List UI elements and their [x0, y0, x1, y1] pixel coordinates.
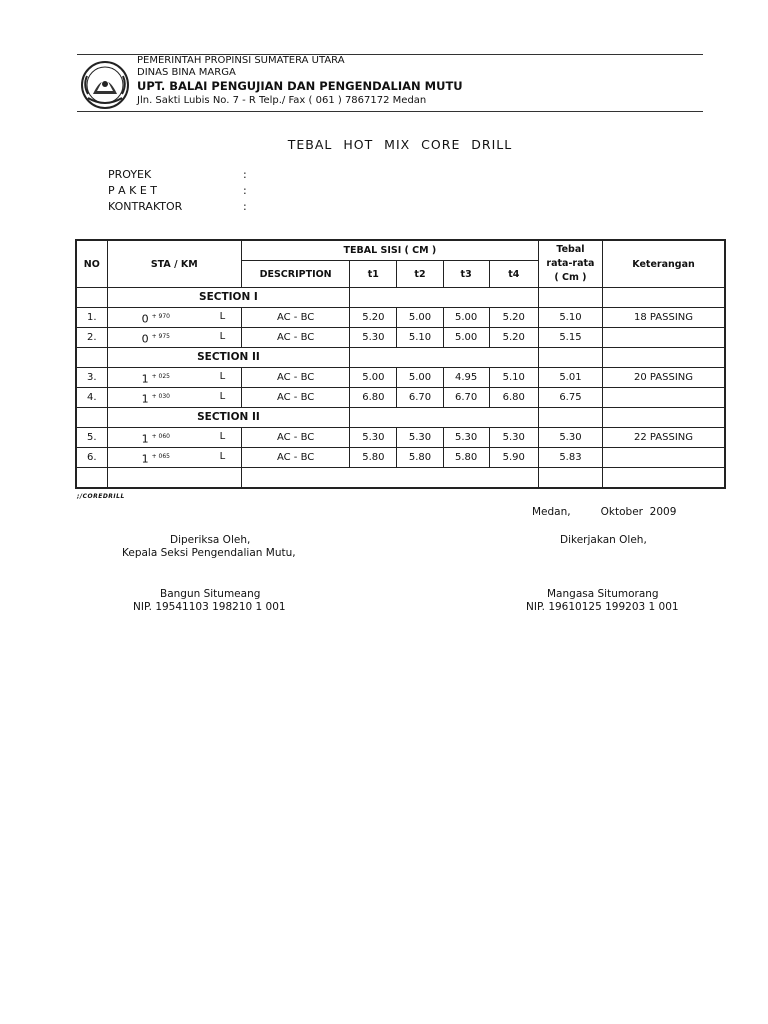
header-no: NO [76, 240, 107, 288]
info-label: PROYEK [108, 168, 152, 181]
cell-t2: 5.00 [397, 308, 443, 328]
cell-desc: AC - BC [241, 328, 349, 348]
info-proyek [108, 168, 247, 181]
cell-t1: 5.80 [350, 448, 397, 468]
info-colon: : [243, 168, 247, 181]
cell-sta: 1 $^{+ 025}$ L [107, 368, 241, 388]
cell-avg: 5.10 [538, 308, 602, 328]
cell-ket: 18 PASSING [603, 308, 725, 328]
section-row [76, 288, 725, 308]
header-tebal-avg [538, 240, 602, 288]
cell-ket [603, 388, 725, 408]
right-signer-nip: NIP. 19610125 199203 1 001 [526, 601, 679, 613]
cell-ket [603, 328, 725, 348]
cell-desc: AC - BC [241, 448, 349, 468]
table-row [76, 388, 725, 408]
left-signer-nip: NIP. 19541103 198210 1 001 [133, 601, 286, 613]
file-label: ;/COREDRILL [77, 493, 125, 500]
cell-t4: 5.20 [489, 328, 538, 348]
cell-ket: 22 PASSING [603, 428, 725, 448]
letterhead-agency: DINAS BINA MARGA [137, 67, 236, 78]
cell-t4: 6.80 [489, 388, 538, 408]
letterhead-unit: UPT. BALAI PENGUJIAN DAN PENGENDALIAN MUTU [137, 79, 463, 93]
cell-t2: 6.70 [397, 388, 443, 408]
header-tebal-avg-line2: rata-rata [546, 258, 595, 269]
document-title: TEBAL HOT MIX CORE DRILL [287, 137, 513, 152]
right-signer-name: Mangasa Situmorang [547, 588, 659, 600]
info-paket [108, 184, 247, 197]
cell-t2: 5.10 [397, 328, 443, 348]
header-t3: t3 [443, 261, 489, 288]
header-description: DESCRIPTION [241, 261, 349, 288]
cell-t4: 5.30 [489, 428, 538, 448]
cell-no: 1. [76, 308, 107, 328]
table-row [76, 448, 725, 468]
cell-ket: 20 PASSING [603, 368, 725, 388]
cell-t4: 5.20 [489, 308, 538, 328]
cell-t4: 5.90 [489, 448, 538, 468]
header-t2: t2 [397, 261, 443, 288]
core-drill-table [75, 239, 726, 489]
info-colon: : [243, 184, 247, 197]
table-row [76, 368, 725, 388]
header-tebal-sisi: TEBAL SISI ( CM ) [241, 240, 538, 261]
cell-avg: 5.01 [538, 368, 602, 388]
info-colon: : [243, 200, 247, 213]
header-t4: t4 [489, 261, 538, 288]
cell-t2: 5.30 [397, 428, 443, 448]
cell-t4: 5.10 [489, 368, 538, 388]
cell-desc: AC - BC [241, 308, 349, 328]
left-signer-role: Diperiksa Oleh, [170, 534, 251, 546]
cell-t2: 5.80 [397, 448, 443, 468]
place-date: Medan, Oktober 2009 [532, 506, 677, 518]
cell-t1: 5.20 [350, 308, 397, 328]
section-label: SECTION II [107, 348, 350, 368]
left-signer-name: Bangun Situmeang [160, 588, 261, 600]
cell-desc: AC - BC [241, 388, 349, 408]
header-tebal-avg-line3: ( Cm ) [554, 272, 587, 283]
cell-t1: 6.80 [350, 388, 397, 408]
cell-sta: 1 $^{+ 065}$ L [107, 448, 241, 468]
info-label: KONTRAKTOR [108, 200, 183, 213]
section-row [76, 408, 725, 428]
cell-desc: AC - BC [241, 428, 349, 448]
cell-avg: 5.83 [538, 448, 602, 468]
table-row [76, 428, 725, 448]
cell-no: 3. [76, 368, 107, 388]
right-signer-role: Dikerjakan Oleh, [560, 534, 647, 546]
cell-t1: 5.00 [350, 368, 397, 388]
header-tebal-avg-line1: Tebal [556, 244, 585, 255]
section-label: SECTION I [107, 288, 350, 308]
cell-avg: 5.15 [538, 328, 602, 348]
cell-t3: 5.80 [443, 448, 489, 468]
info-label: P A K E T [108, 184, 158, 197]
header-keterangan: Keterangan [603, 240, 725, 288]
cell-sta: 1 $^{+ 030}$ L [107, 388, 241, 408]
letterhead-address: Jln. Sakti Lubis No. 7 - R Telp./ Fax ( 061 ) 7867172 Medan [137, 95, 427, 106]
header-t1: t1 [350, 261, 397, 288]
cell-t1: 5.30 [350, 328, 397, 348]
cell-ket [603, 448, 725, 468]
cell-t3: 4.95 [443, 368, 489, 388]
cell-t2: 5.00 [397, 368, 443, 388]
cell-t3: 6.70 [443, 388, 489, 408]
province-emblem-icon [79, 58, 131, 110]
empty-row [76, 468, 725, 489]
letterhead-bottom-rule [77, 111, 703, 112]
cell-t3: 5.00 [443, 308, 489, 328]
cell-t1: 5.30 [350, 428, 397, 448]
table-row [76, 328, 725, 348]
section-label: SECTION II [107, 408, 350, 428]
left-signer-position: Kepala Seksi Pengendalian Mutu, [122, 547, 296, 559]
cell-sta: 0 $^{+ 975}$ L [107, 328, 241, 348]
cell-desc: AC - BC [241, 368, 349, 388]
cell-no: 5. [76, 428, 107, 448]
cell-sta: 0 $^{+ 970}$ L [107, 308, 241, 328]
header-sta: STA / KM [107, 240, 241, 288]
cell-avg: 6.75 [538, 388, 602, 408]
cell-no: 2. [76, 328, 107, 348]
section-row [76, 348, 725, 368]
letterhead-government: PEMERINTAH PROPINSI SUMATERA UTARA [137, 55, 345, 66]
table-row [76, 308, 725, 328]
cell-t3: 5.00 [443, 328, 489, 348]
info-kontraktor [108, 200, 247, 213]
cell-no: 4. [76, 388, 107, 408]
cell-avg: 5.30 [538, 428, 602, 448]
cell-no: 6. [76, 448, 107, 468]
cell-sta: 1 $^{+ 060}$ L [107, 428, 241, 448]
cell-t3: 5.30 [443, 428, 489, 448]
